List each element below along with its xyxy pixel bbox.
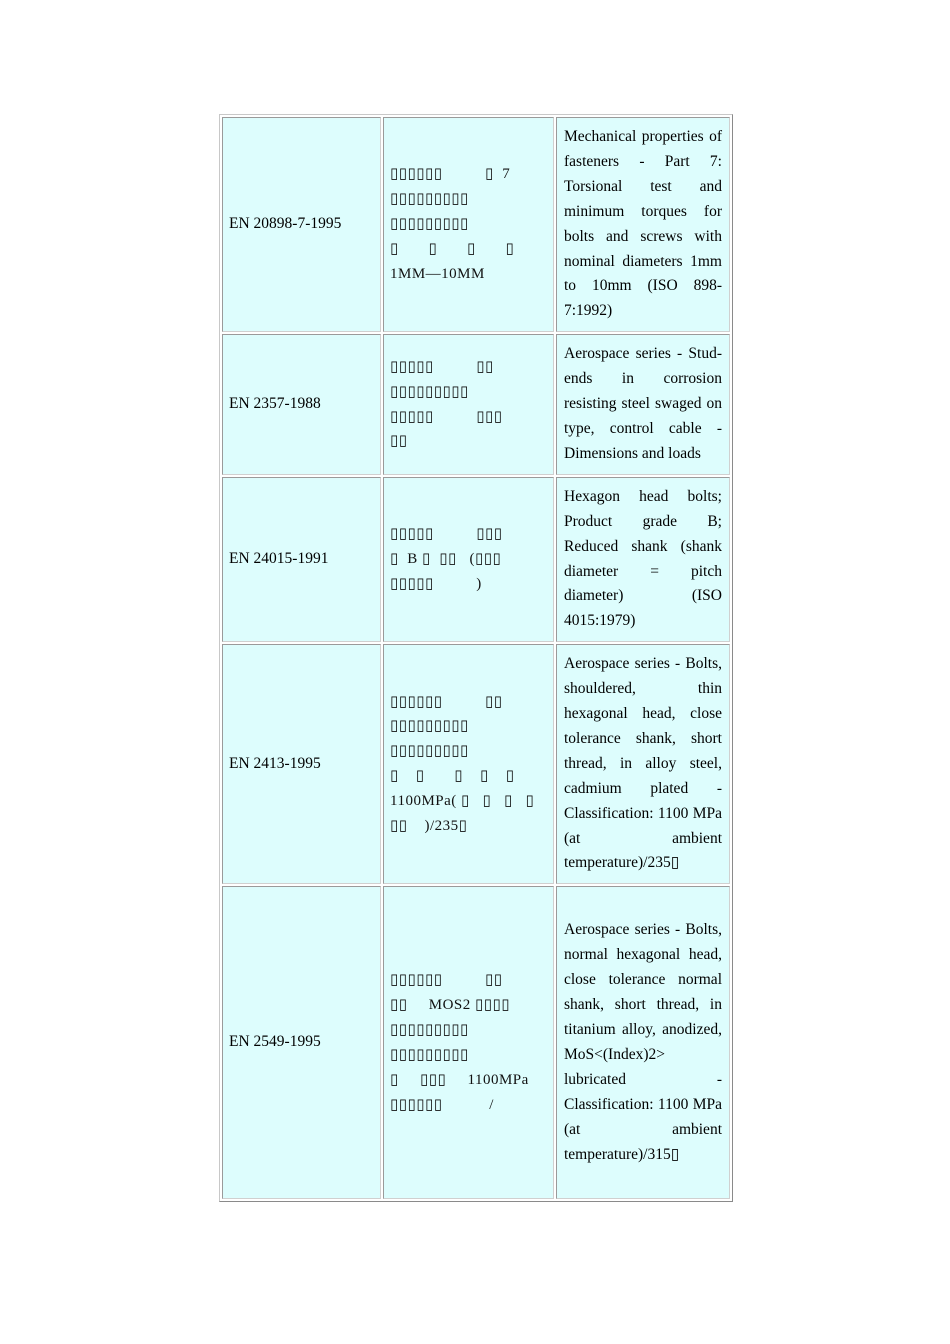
chinese-title-line: ▯ ▯ ▯ ▯ ▯ bbox=[390, 768, 515, 785]
chinese-title-line: ▯ ▯ ▯ ▯ bbox=[390, 241, 515, 258]
english-title-cell: Aerospace series - Bolts, shouldered, thin hexagonal head, close tolerance shank, short thread, in alloy steel, cadmium plated - Classification: 1100 MPa (at ambient temperature)/235▯ bbox=[556, 644, 730, 884]
chinese-title-line: ▯▯▯▯▯▯ / bbox=[390, 1096, 494, 1113]
chinese-title-cell bbox=[383, 477, 554, 642]
table-row bbox=[222, 886, 730, 1199]
standard-code-cell: EN 20898-7-1995 bbox=[222, 117, 381, 332]
chinese-title-line: ▯▯ bbox=[390, 433, 408, 450]
chinese-title-line: ▯▯▯▯▯ ▯▯ bbox=[390, 358, 494, 375]
chinese-title-line: ▯▯▯▯▯▯▯▯▯ bbox=[390, 743, 469, 760]
chinese-title-line: ▯▯▯▯▯▯ ▯▯ bbox=[390, 972, 503, 989]
chinese-title-line: ▯▯▯▯▯▯▯▯▯ bbox=[390, 1046, 469, 1063]
chinese-title-cell bbox=[383, 886, 554, 1199]
chinese-title-line: ▯▯▯▯▯ ▯▯▯ bbox=[390, 408, 503, 425]
chinese-title-line: ▯▯▯▯▯ ▯▯▯ bbox=[390, 526, 503, 543]
chinese-title-line: ▯▯ MOS2 ▯▯▯▯ bbox=[390, 997, 511, 1014]
english-title-cell: Mechanical properties of fasteners - Part 7: Torsional test and minimum torques for bolts and screws with nominal diameters 1mm to 10mm (ISO 898-7:1992) bbox=[556, 117, 730, 332]
standards-table bbox=[220, 115, 732, 1201]
chinese-title-line: ▯▯▯▯▯▯▯▯▯ bbox=[390, 718, 469, 735]
standard-code-cell: EN 2413-1995 bbox=[222, 644, 381, 884]
english-title-cell: Aerospace series - Bolts, normal hexagonal head, close tolerance normal shank, short thread, in titanium alloy, anodized, MoS<(Index)2> lubricated - Classification: 1100 MPa (at ambient temperature)/315▯ bbox=[556, 886, 730, 1199]
chinese-title-line: ▯▯▯▯▯▯▯▯▯ bbox=[390, 191, 469, 208]
chinese-title-line: ▯▯▯▯▯▯▯▯▯ bbox=[390, 383, 469, 400]
standard-code-cell: EN 2357-1988 bbox=[222, 334, 381, 475]
table-row bbox=[222, 334, 730, 475]
standard-code-cell: EN 2549-1995 bbox=[222, 886, 381, 1199]
standards-table-frame bbox=[219, 114, 733, 1202]
chinese-title-line: ▯▯▯▯▯▯▯▯▯ bbox=[390, 216, 469, 233]
chinese-title-line: 1100MPa( ▯ ▯ ▯ ▯ bbox=[390, 793, 535, 810]
chinese-title-line: ▯▯▯▯▯▯▯▯▯ bbox=[390, 1021, 469, 1038]
english-title-cell: Aerospace series - Stud-ends in corrosion resisting steel swaged on type, control cable - Dimensions and loads bbox=[556, 334, 730, 475]
table-row bbox=[222, 644, 730, 884]
chinese-title-line: ▯▯ )/235▯ bbox=[390, 818, 468, 835]
chinese-title-line: ▯▯▯▯▯ ) bbox=[390, 575, 482, 592]
chinese-title-line: ▯ ▯▯▯ 1100MPa bbox=[390, 1071, 529, 1088]
table-row bbox=[222, 477, 730, 642]
english-title-cell: Hexagon head bolts; Product grade B; Reduced shank (shank diameter = pitch diameter) (ISO 4015:1979) bbox=[556, 477, 730, 642]
standard-code-cell: EN 24015-1991 bbox=[222, 477, 381, 642]
chinese-title-line: ▯▯▯▯▯▯ ▯▯ bbox=[390, 693, 503, 710]
chinese-title-line: 1MM—10MM bbox=[390, 265, 485, 282]
chinese-title-cell bbox=[383, 334, 554, 475]
table-row bbox=[222, 117, 730, 332]
chinese-title-line: ▯▯▯▯▯▯ ▯ 7 bbox=[390, 166, 511, 183]
chinese-title-cell bbox=[383, 117, 554, 332]
chinese-title-cell bbox=[383, 644, 554, 884]
chinese-title-line: ▯ B ▯ ▯▯ (▯▯▯ bbox=[390, 551, 502, 568]
